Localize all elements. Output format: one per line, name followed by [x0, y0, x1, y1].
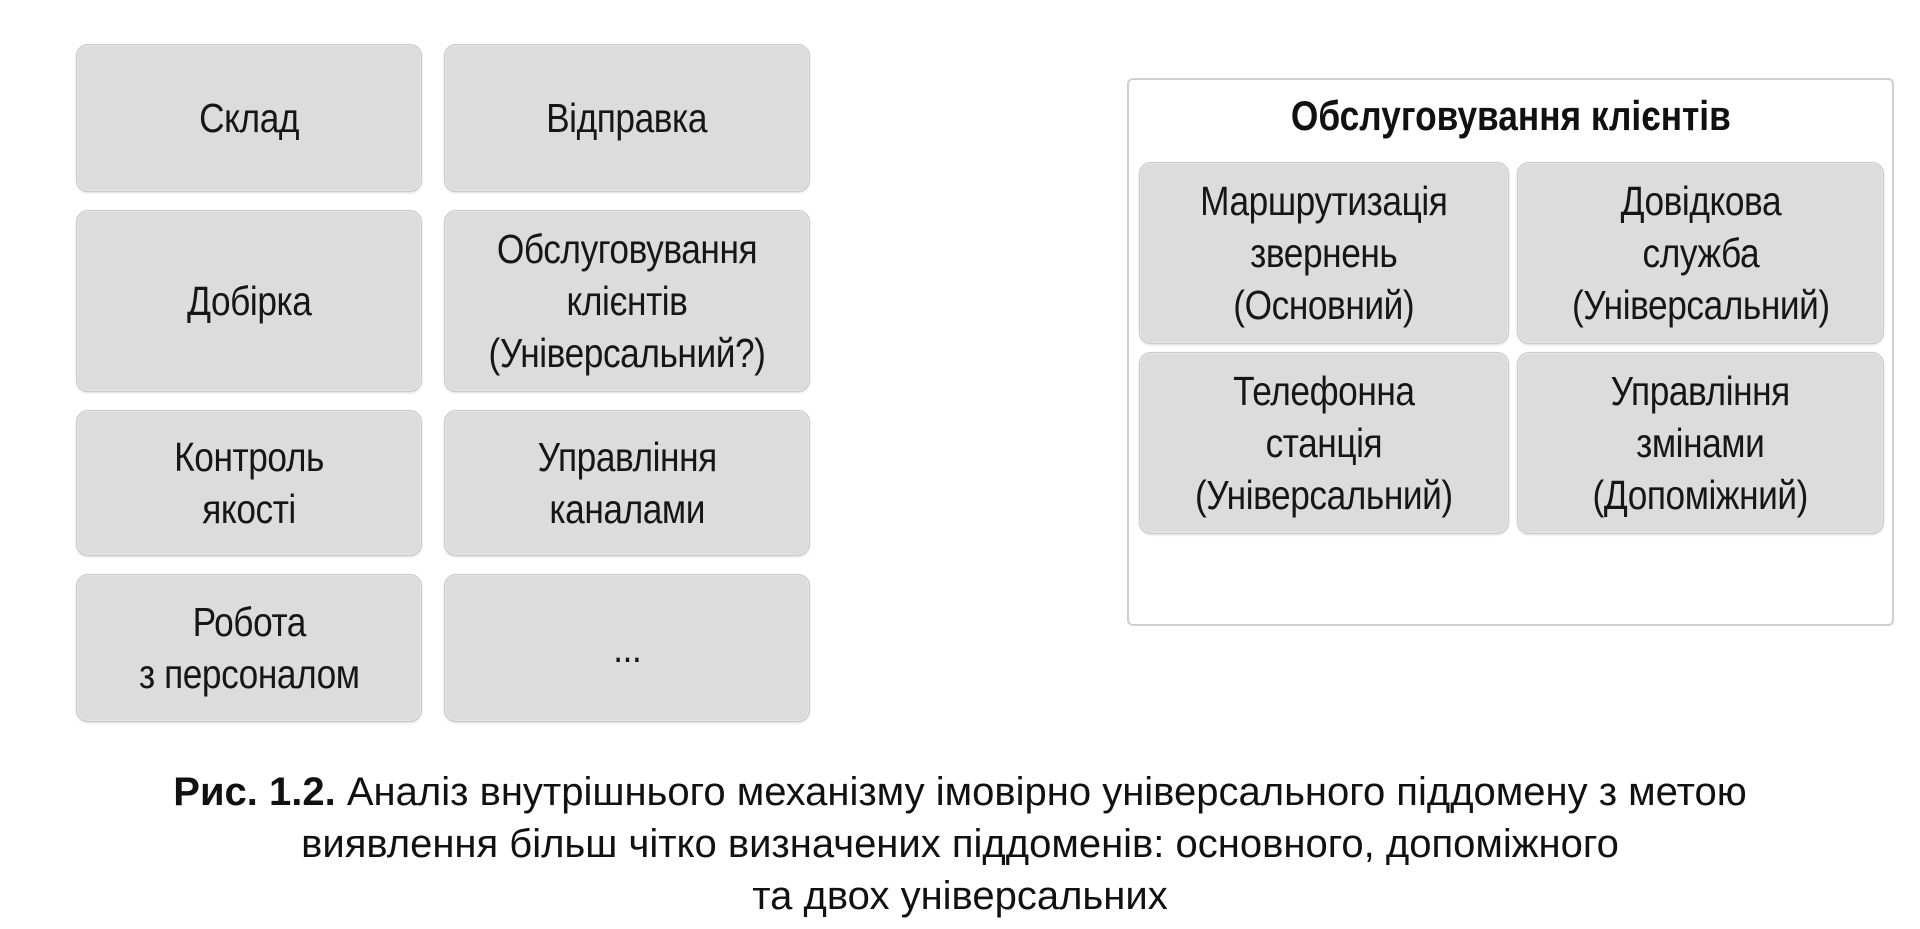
box-phone-station-label: Телефонна станція (Універсальний): [1195, 368, 1453, 518]
figure-caption: [0, 766, 1920, 922]
box-phone-station: [1139, 352, 1509, 534]
caption-line-2: виявлення більш чітко визначених піддоменів: основного, допоміжного: [301, 822, 1619, 866]
caption-line-1: [0, 766, 1920, 818]
subdomain-grid: [76, 44, 810, 724]
box-help-desk-label: Довідкова служба (Універсальний): [1571, 178, 1830, 328]
box-channel-management-label: Управління каналами: [537, 434, 717, 532]
box-request-routing: [1139, 162, 1509, 344]
box-quality-control-label: Контроль якості: [174, 434, 324, 532]
box-channel-management: [444, 410, 810, 556]
box-shift-management: [1517, 352, 1884, 534]
box-customer-service-label: Обслуговування клієнтів (Універсальний?): [488, 226, 766, 376]
box-picking: [76, 210, 422, 392]
panel-subdomain-grid: [1139, 162, 1884, 534]
box-shipping: [444, 44, 810, 192]
box-personnel: [76, 574, 422, 722]
customer-service-panel: [1127, 78, 1894, 626]
box-customer-service: [444, 210, 810, 392]
box-picking-label: Добірка: [186, 278, 312, 324]
box-more: [444, 574, 810, 722]
box-personnel-label: Робота з персоналом: [138, 599, 360, 697]
box-request-routing-label: Маршрутизація звернень (Основний): [1200, 178, 1448, 328]
box-help-desk: [1517, 162, 1884, 344]
box-warehouse: [76, 44, 422, 192]
box-warehouse-label: Склад: [199, 95, 299, 141]
panel-title-text: Обслуговування клієнтів: [1290, 92, 1731, 139]
panel-title: [1129, 86, 1892, 146]
box-more-label: ...: [612, 625, 642, 671]
caption-line-1-text: Аналіз внутрішнього механізму імовірно універсального піддомену з метою: [346, 770, 1747, 814]
box-shipping-label: Відправка: [546, 95, 708, 141]
caption-line-3: та двох універсальних: [752, 874, 1168, 918]
box-shift-management-label: Управління змінами (Допоміжний): [1592, 368, 1809, 518]
box-quality-control: [76, 410, 422, 556]
caption-label: Рис. 1.2.: [173, 770, 336, 814]
